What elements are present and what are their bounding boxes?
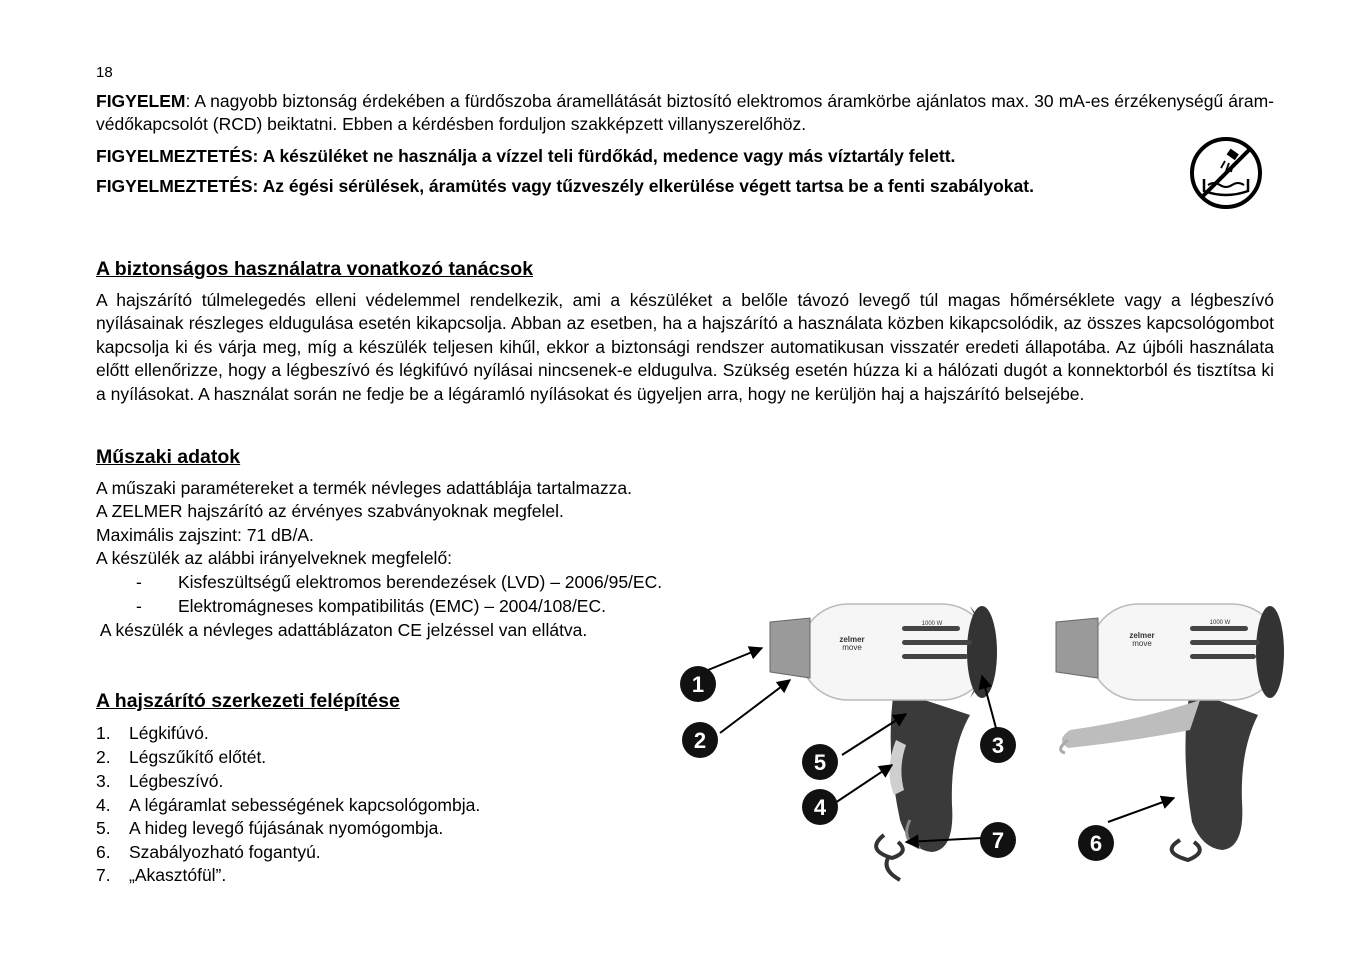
callout-arrow-1 xyxy=(708,648,762,670)
directive-text: Elektromágneses kompatibilitás (EMC) – 2004/108/EC. xyxy=(178,596,606,616)
model-label: move xyxy=(842,643,862,652)
warning-label: FIGYELMEZTETÉS: xyxy=(96,176,259,196)
part-item: 4. A légáramlat sebességének kapcsológombja. xyxy=(96,795,481,815)
part-item: 2. Légszűkítő előtét. xyxy=(96,747,267,767)
warning-rules xyxy=(96,175,1161,198)
callout-1: 1 xyxy=(691,672,705,697)
power-label: 1000 W xyxy=(1209,620,1231,626)
brand-label: zelmer xyxy=(839,635,865,644)
callout-arrow-4 xyxy=(835,765,892,803)
notice-text: : A nagyobb biztonság érdekében a fürdőszoba áramellátását biztosító elektromos áramkörbe ajánlatos max. 30 mA-es érzékenységű áram-védőkapcsolót (RCD) beiktatni. Ebben a kérdésben forduljon szakképzett villanyszerelőhöz. xyxy=(96,91,1274,135)
construction-heading: A hajszárító szerkezeti felépítése xyxy=(96,690,400,712)
part-item: 5. A hideg levegő fújásának nyomógombja. xyxy=(96,818,444,838)
model-label: move xyxy=(1132,639,1152,648)
callout-5: 5 xyxy=(813,750,827,775)
warning-bath xyxy=(96,145,1176,168)
hair-dryer-folded xyxy=(1056,604,1284,860)
safety-paragraph: A hajszárító túlmelegedés elleni védelemmel rendelkezik, ami a készüléket a belőle távozó levegő túl magas hőmérséklete vagy a légbeszívó nyílásainak részleges eldugulása esetén kikapcsolja. Abban az esetben, ha a hajszárító a használata közben kikapcsolódik, az összes kapcsológombot kapcsolja ki és várja meg, míg a készülék teljesen kihűl, ekkor a biztonsági rendszer automatikusan visszatér eredeti állapotába. Az újbóli használata előtt ellenőrizze, hogy a légbeszívó és légkifúvó nyílásai nincsenek-e eldugulva. Szükség esetén húzza ki a hálózati dugót a konnektorból és tisztítsa ki a nyílásokat. A használat során ne fedje be a légáramló nyílásokat és ügyeljen arra, hogy ne kerüljön haj a hajszárító belsejébe. xyxy=(96,290,1274,404)
bullet-dash: - xyxy=(136,572,142,592)
spec-line: A műszaki paramétereket a termék névleges adattáblája tartalmazza. xyxy=(96,478,632,498)
notice-paragraph xyxy=(96,90,1274,137)
spec-line: Maximális zajszint: 71 dB/A. xyxy=(96,524,314,545)
callout-arrow-6 xyxy=(1108,798,1174,822)
page-number: 18 xyxy=(96,64,113,81)
warning-text: Az égési sérülések, áramütés vagy tűzveszély elkerülése végett tartsa be a fenti szabályokat. xyxy=(258,176,1034,196)
part-item: 7. „Akasztófül”. xyxy=(96,865,227,885)
directive-text: Kisfeszültségű elektromos berendezések (LVD) – 2006/95/EC. xyxy=(178,572,663,592)
specs-lines xyxy=(96,477,632,571)
warning-label: FIGYELMEZTETÉS: xyxy=(96,146,259,166)
warning-text: A készüléket ne használja a vízzel teli fürdőkád, medence vagy más víztartály felett. xyxy=(258,146,956,166)
specs-heading: Műszaki adatok xyxy=(96,446,241,468)
callout-6: 6 xyxy=(1089,831,1103,856)
callout-4: 4 xyxy=(813,795,827,820)
bullet-dash: - xyxy=(136,596,142,616)
callout-arrow-2 xyxy=(720,680,790,733)
spec-line: A ZELMER hajszárító az érvényes szabványoknak megfelel. xyxy=(96,501,564,522)
safety-heading: A biztonságos használatra vonatkozó tanácsok xyxy=(96,258,534,280)
hair-dryer-illustration xyxy=(670,590,1300,890)
callout-7: 7 xyxy=(991,828,1005,853)
callout-3: 3 xyxy=(991,733,1005,758)
part-item: 1. Légkifúvó. xyxy=(96,723,209,743)
notice-label: FIGYELEM xyxy=(96,91,186,111)
callout-2: 2 xyxy=(693,728,707,753)
part-item: 3. Légbeszívó. xyxy=(96,771,224,791)
ce-line: A készülék a névleges adattáblázaton CE jelzéssel van ellátva. xyxy=(96,620,588,640)
power-label: 1000 W xyxy=(921,621,943,627)
spec-line: A készülék az alábbi irányelveknek megfelelő: xyxy=(96,548,453,569)
part-item: 6. Szabályozható fogantyú. xyxy=(96,842,321,862)
brand-label: zelmer xyxy=(1129,631,1155,640)
no-shower-over-bathtub-icon xyxy=(1188,135,1264,211)
